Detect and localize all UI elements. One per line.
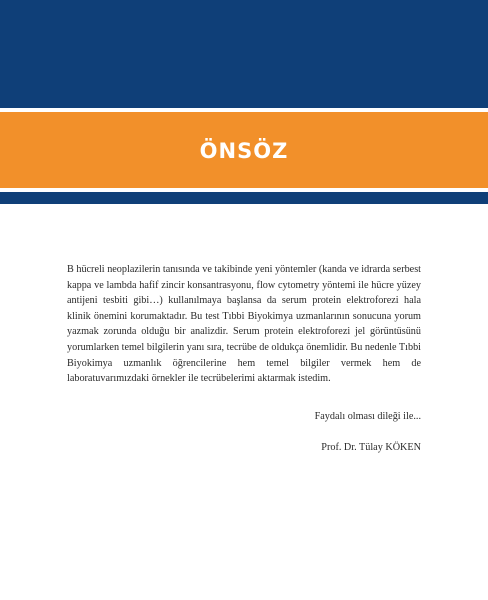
preface-paragraph: B hücreli neoplazilerin tanısında ve takibinde yeni yöntemler (kanda ve idrarda serbest kappa ve lambda hafif zincir konsantrasyonu, flow cytometry yöntemi ile hücre yüzey antijeni tesbiti gibi…) kullanılmaya başlansa da serum protein elektroforezi hala klinik önemini korumaktadır. Bu test Tıbbi Biyokimya uzmanlarının sonucuna yorum yazmak zorunda olduğu bir analizdir. Serum protein elektroforezi jel görüntüsünü yorumlarken temel bilgilerin yanı sıra, tecrübe de oldukça önemlidir. Bu nedenle Tıbbi Biyokimya uzmanlık öğrencilerine hem temel bilgiler vermek hem de laboratuvarımızdaki örnekler ile tecrübelerimi aktarmak istedim. bbox=[67, 264, 421, 385]
page-title: ÖNSÖZ bbox=[199, 139, 289, 163]
header-band-bottom bbox=[0, 192, 488, 204]
title-band bbox=[0, 112, 488, 188]
header-band-top bbox=[0, 0, 488, 108]
author-signature: Prof. Dr. Tülay KÖKEN bbox=[321, 442, 421, 453]
closing-wish: Faydalı olması dileği ile... bbox=[314, 411, 421, 422]
